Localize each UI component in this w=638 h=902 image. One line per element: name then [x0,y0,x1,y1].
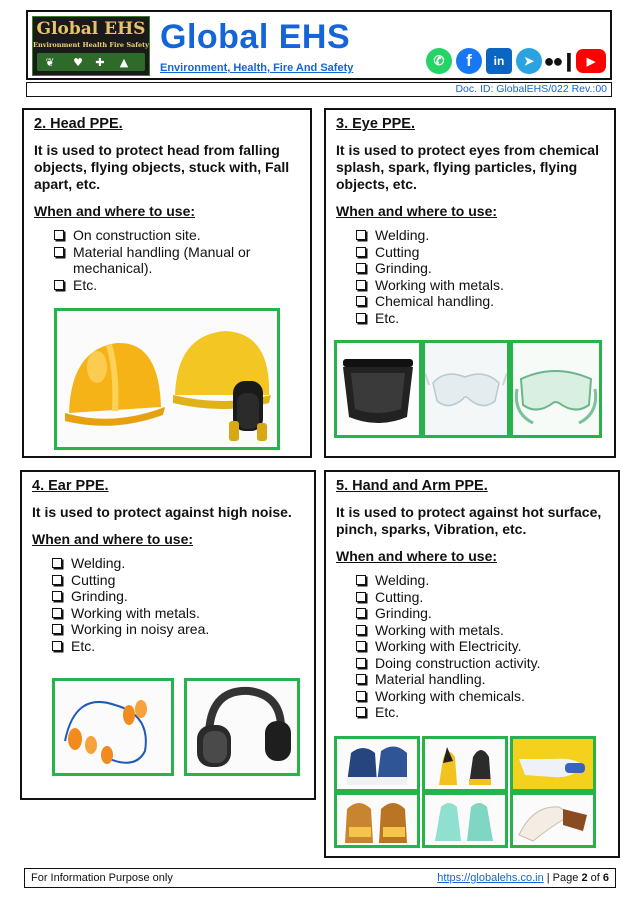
logo-title: Global EHS [36,19,146,39]
list-item: Grinding. [356,605,610,622]
list-item: Etc. [356,704,610,721]
footer-right [437,869,609,887]
page-header [26,10,612,80]
section-title: 2. Head PPE. [34,116,123,132]
youtube-icon[interactable]: ▶ [576,49,606,73]
hand-arm-ppe-panel [324,470,620,858]
footer-website-link[interactable]: https://globalehs.co.in [437,872,544,884]
footer-disclaimer: For Information Purpose only [31,872,173,884]
section-description: It is used to protect against high noise. [32,504,292,520]
list-item: Working with metals. [52,605,306,622]
head-ppe-panel [22,108,312,458]
section-description: It is used to protect eyes from chemical splash, spark, flying particles, flying objects, etc. [336,142,599,192]
flame-icon: ▲ [119,56,129,69]
list-item: Chemical handling. [356,293,606,310]
leather-gloves-image [334,792,420,848]
list-item: Welding. [356,227,606,244]
latex-gloves-image [422,792,508,848]
leaf-icon: ❦ [45,56,55,69]
page-total: 6 [602,872,609,884]
logo [32,16,150,76]
brand-title: Global EHS [160,18,351,56]
page-of: of [590,872,600,884]
cross-icon: ✚ [95,56,105,69]
section-title: 5. Hand and Arm PPE. [336,478,488,494]
list-item: Etc. [54,277,302,294]
face-shield-image [334,340,422,438]
nitrile-gloves-image [334,736,420,792]
list-item: Cutting [52,572,306,589]
list-item: Material handling. [356,671,610,688]
section-description: It is used to protect against hot surface, pinch, sparks, Vibration, etc. [336,504,602,537]
facebook-icon[interactable]: f [456,48,482,74]
list-item: Etc. [52,638,306,655]
welding-gloves-image [510,792,596,848]
brand-tagline: Environment, Health, Fire And Safety [160,62,354,74]
list-item: Welding. [52,555,306,572]
section-subtitle: When and where to use: [32,531,194,547]
section-subtitle: When and where to use: [34,203,196,219]
list-item: Etc. [356,310,606,327]
usage-list [34,227,302,293]
page-current: 2 [581,872,588,884]
ear-ppe-panel [20,470,316,800]
section-description: It is used to protect head from falling objects, flying objects, stuck with, Fall apart, etc. [34,142,290,192]
section-subtitle: When and where to use: [336,203,498,219]
list-item: On construction site. [54,227,302,244]
linkedin-icon[interactable]: in [486,48,512,74]
footer-separator: | [546,872,550,884]
chemical-goggles-image [510,340,602,438]
usage-list [336,227,606,326]
ear-plugs-image [52,678,174,776]
social-links [426,48,606,76]
list-item: Grinding. [52,588,306,605]
usage-list [336,572,610,721]
page-footer [24,868,616,888]
ear-muffs-image [184,678,300,776]
list-item: Working in noisy area. [52,621,306,638]
logo-subtitle: Environment Health Fire Safety [33,41,149,49]
heart-icon: ♥ [73,56,83,69]
list-item: Working with chemicals. [356,688,610,705]
list-item: Working with metals. [356,277,606,294]
list-item: Doing construction activity. [356,655,610,672]
medium-icon[interactable]: ●●❙ [543,50,575,71]
safety-glasses-image [422,340,510,438]
usage-list [32,555,306,654]
list-item: Cutting [356,244,606,261]
eye-ppe-panel [324,108,616,458]
page-label: Page [552,872,579,884]
list-item: Material handling (Manual or mechanical). [54,244,302,277]
helmets-image [54,308,280,450]
list-item: Welding. [356,572,610,589]
list-item: Working with Electricity. [356,638,610,655]
list-item: Working with metals. [356,622,610,639]
section-subtitle: When and where to use: [336,548,498,564]
whatsapp-icon[interactable]: ✆ [426,48,452,74]
section-title: 4. Ear PPE. [32,478,109,494]
glove-hand-image [510,736,596,792]
section-title: 3. Eye PPE. [336,116,415,132]
list-item: Grinding. [356,260,606,277]
coated-gloves-image [422,736,508,792]
telegram-icon[interactable]: ➤ [516,48,542,74]
list-item: Cutting. [356,589,610,606]
document-id: Doc. ID: GlobalEHS/022 Rev.:00 [26,82,612,97]
